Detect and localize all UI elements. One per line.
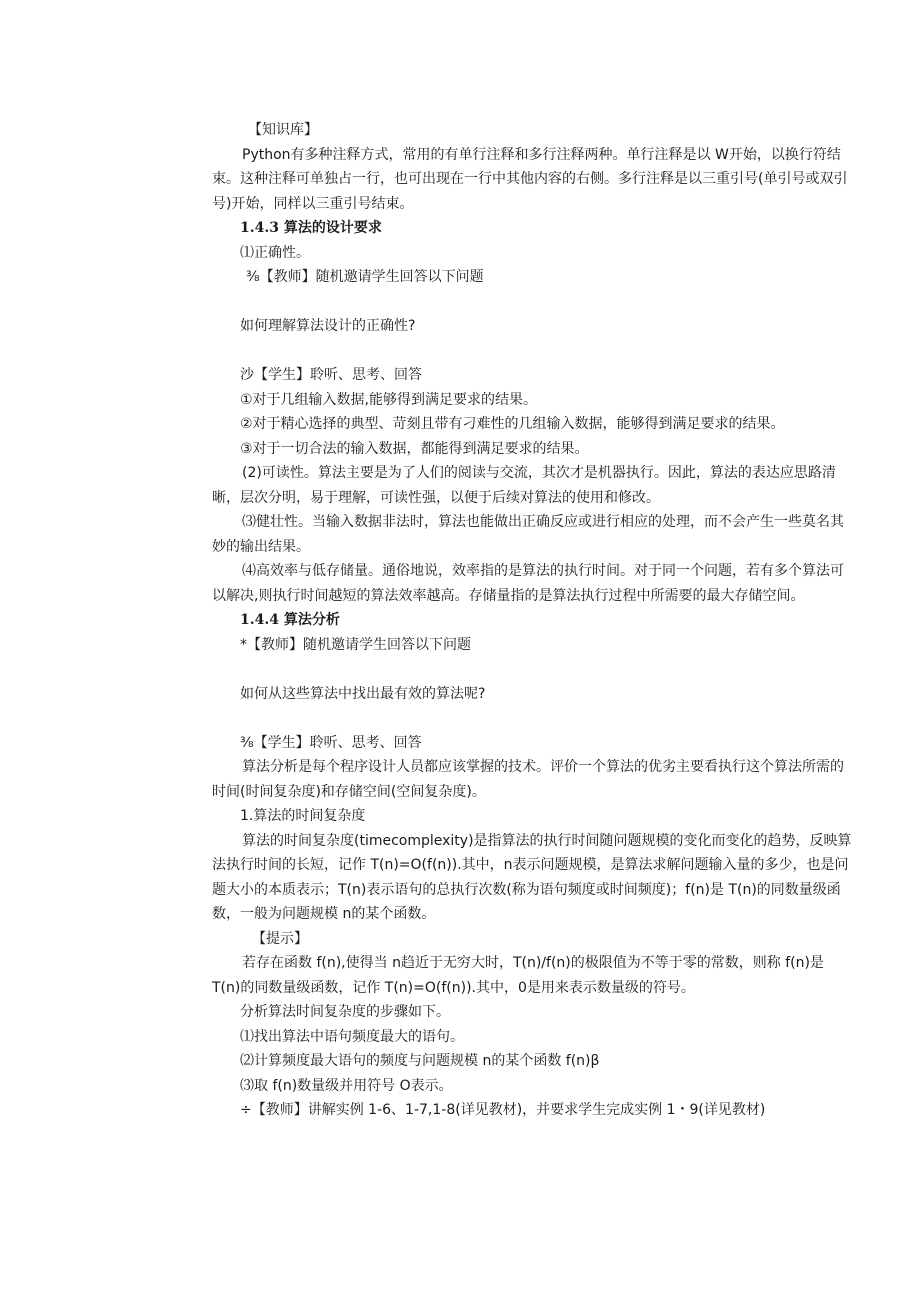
efficiency-paragraph: ⑷高效率与低存储量。通俗地说，效率指的是算法的执行时间。对于同一个问题，若有多个算法可以解决,则执行时间越短的算法效率越高。存储量指的是算法执行过程中所需要的最大存储空间。 (212, 563, 844, 604)
student-response-1: 沙【学生】聆听、思考、回答 (240, 367, 422, 383)
correctness-item: ⑴正确性。 (240, 244, 310, 261)
spacer (212, 290, 852, 315)
knowledge-base-heading: 【知识库】 (248, 122, 318, 138)
document-body (212, 118, 852, 1123)
step-3: ⑶取 f(n)数量级并用符号 O表示。 (240, 1077, 453, 1094)
answer-item-1: ①对于几组输入数据,能够得到满足要求的结果。 (240, 391, 537, 408)
answer-item-3: ③对于一切合法的输入数据，都能得到满足要求的结果。 (240, 440, 589, 457)
teacher-prompt-2: *【教师】随机邀请学生回答以下问题 (240, 636, 471, 653)
student-response-2: ⅜【学生】聆听、思考、回答 (240, 734, 422, 751)
answer-item-2: ②对于精心选择的典型、苛刻且带有刁难性的几组输入数据，能够得到满足要求的结果。 (240, 416, 785, 432)
readability-paragraph: (2)可读性。算法主要是为了人们的阅读与交流，其次才是机器执行。因此，算法的表达应思路清晰，层次分明，易于理解，可读性强，以便于后续对算法的使用和修改。 (212, 465, 836, 506)
section-heading-1-4-3: 1.4.3 算法的设计要求 (240, 220, 382, 236)
teacher-prompt-3: ÷【教师】讲解实例 1-6、1-7,1-8(详见教材)，并要求学生完成实例 1・9(详见教材) (240, 1102, 766, 1118)
spacer (212, 657, 852, 682)
step-2: ⑵计算频度最大语句的频度与问题规模 n的某个函数 f(n)β (240, 1053, 600, 1069)
robustness-paragraph: ⑶健壮性。当输入数据非法时，算法也能做出正确反应或进行相应的处理，而不会产生一些莫名其妙的输出结果。 (212, 514, 844, 555)
subheading-time-complexity: 1.算法的时间复杂度 (240, 808, 366, 824)
tip-heading: 【提示】 (252, 930, 308, 947)
section-heading-1-4-4: 1.4.4 算法分析 (240, 612, 340, 628)
spacer (212, 339, 852, 364)
teacher-prompt-1: ⅜【教师】随机邀请学生回答以下问题 (246, 269, 484, 285)
knowledge-base-text: Python有多种注释方式，常用的有单行注释和多行注释两种。单行注释是以 W开始，以换行符结束。这种注释可单独占一行，也可出现在一行中其他内容的右侧。多行注释是以三重引号(单引号或双引号)开始，同样以三重引号结束。 (212, 146, 848, 212)
tip-paragraph: 若存在函数 f(n),使得当 n趋近于无穷大时，T(n)∕f(n)的极限值为不等于零的常数，则称 f(n)是 T(n)的同数量级函数，记作 T(n)=O(f(n)).其中，0是用来表示数量级的符号。 (212, 955, 824, 996)
question-1: 如何理解算法设计的正确性? (240, 318, 416, 334)
analysis-paragraph: 算法分析是每个程序设计人员都应该掌握的技术。评价一个算法的优劣主要看执行这个算法所需的时间(时间复杂度)和存储空间(空间复杂度)。 (212, 759, 844, 800)
spacer (212, 706, 852, 731)
steps-intro: 分析算法时间复杂度的步骤如下。 (240, 1004, 450, 1020)
time-complexity-paragraph: 算法的时间复杂度(timecomplexity)是指算法的执行时间随问题规模的变化而变化的趋势，反映算法执行时间的长短，记作 T(n)=O(f(n)).其中，n表示问题规模，是算法求解问题输入量的多少，也是问题大小的本质表示；T(n)表示语句的总执行次数(称为语句频度或时间频度)；f(n)是 T(n)的同数量级函数，一般为问题规模 n的某个函数。 (212, 832, 852, 922)
step-1: ⑴找出算法中语句频度最大的语句。 (240, 1028, 464, 1045)
question-2: 如何从这些算法中找出最有效的算法呢? (240, 685, 486, 702)
